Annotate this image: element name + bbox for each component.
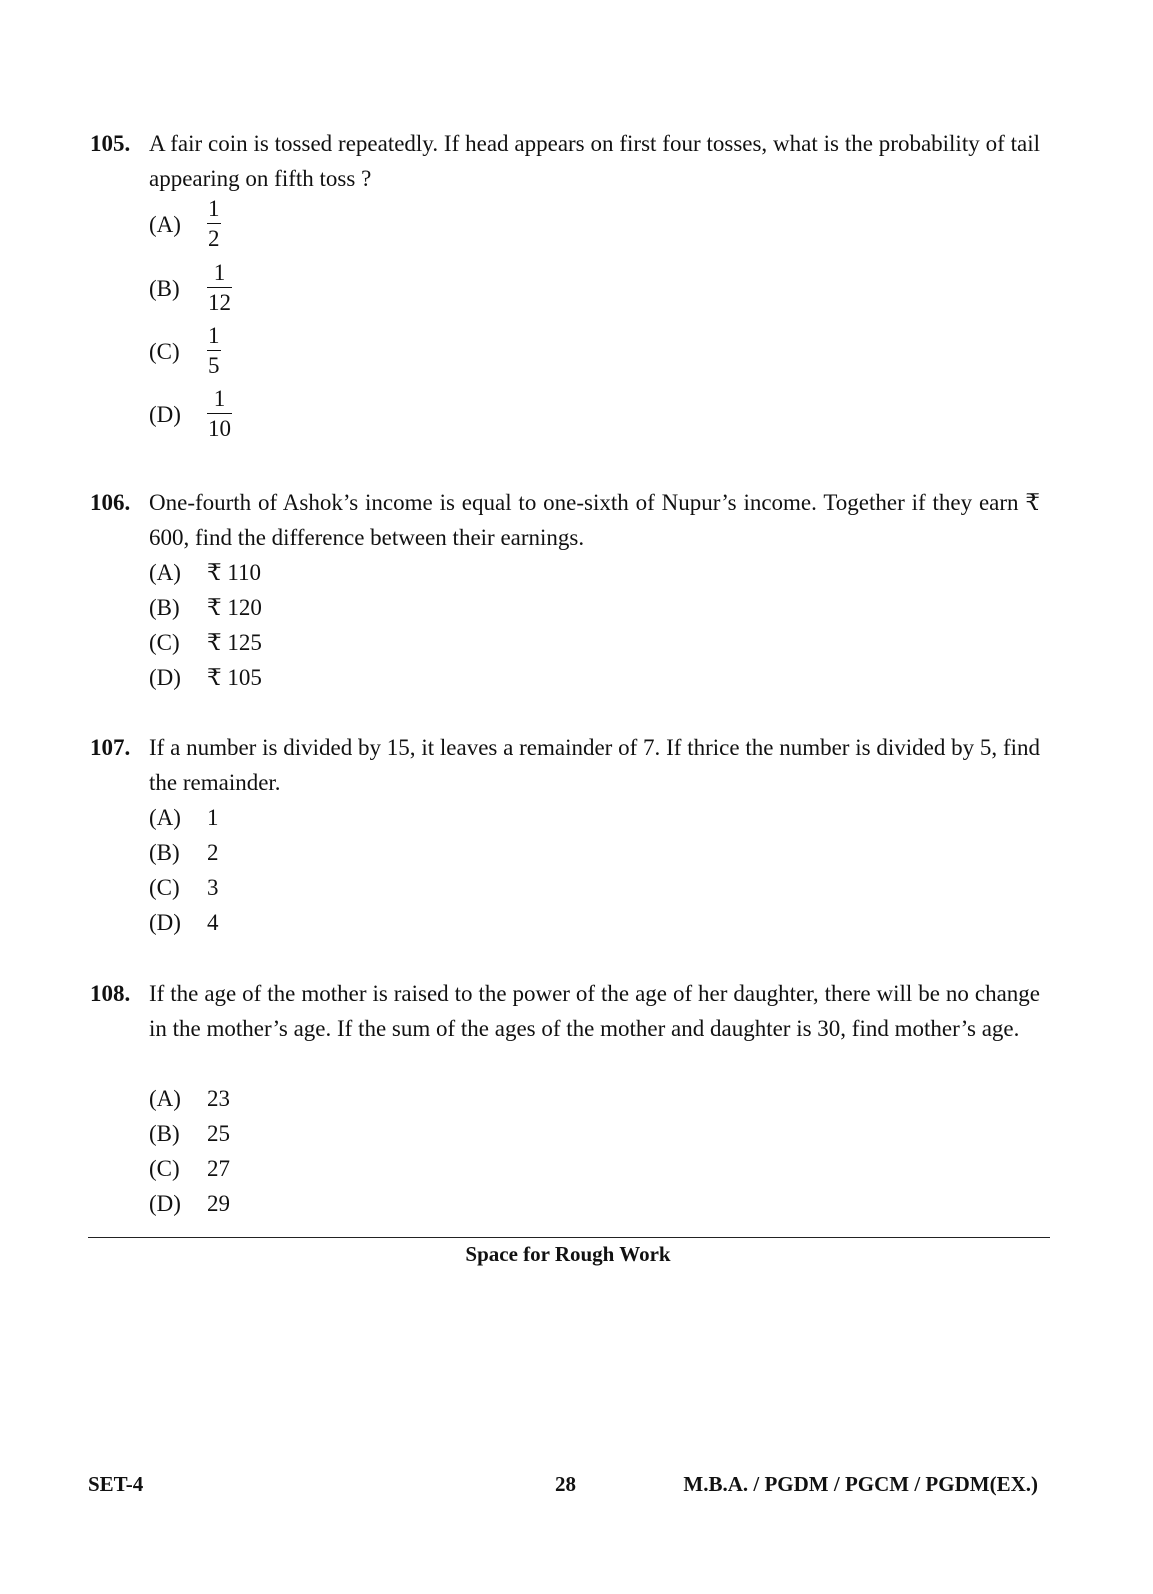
- option-value: 4: [207, 910, 219, 935]
- fraction-numerator: 1: [213, 260, 226, 285]
- option-a: [149, 1081, 230, 1116]
- option-value: ₹ 110: [207, 560, 262, 585]
- fraction-numerator: 1: [208, 196, 220, 221]
- option-a: [149, 555, 261, 590]
- option-label: (C): [149, 630, 180, 655]
- fraction-numerator: 1: [213, 386, 226, 411]
- option-label: (C): [149, 1156, 180, 1181]
- option-label: (A): [149, 805, 181, 830]
- question-text: One-fourth of Ashok’s income is equal to one-sixth of Nupur’s income. Together if they earn ₹ 600, find the difference between their earnings.: [149, 490, 1040, 550]
- footer-set: SET-4: [88, 1472, 144, 1496]
- option-c: [149, 625, 262, 660]
- option-value: 1: [207, 805, 219, 830]
- fraction: [207, 194, 221, 253]
- fraction: [207, 384, 232, 443]
- option-label: (D): [149, 665, 181, 690]
- option-label: (B): [149, 595, 180, 620]
- option-value: ₹ 120: [207, 595, 262, 620]
- option-value: 25: [207, 1121, 230, 1146]
- option-label: (A): [149, 560, 181, 585]
- option-value: 2: [207, 840, 219, 865]
- fraction-denominator: 12: [207, 287, 232, 317]
- option-label: (D): [149, 910, 181, 935]
- option-label: (B): [149, 1121, 180, 1146]
- question-105: [90, 126, 1040, 441]
- fraction-denominator: 2: [207, 223, 221, 253]
- question-107: [90, 730, 1040, 935]
- option-b: [149, 1116, 230, 1151]
- option-d: [149, 660, 262, 695]
- option-value: 27: [207, 1156, 230, 1181]
- fraction: [207, 321, 221, 380]
- question-number: 107.: [90, 735, 131, 760]
- option-value: ₹ 105: [207, 665, 262, 690]
- option-label: (A): [149, 1086, 181, 1111]
- question-108: [90, 976, 1040, 1216]
- option-label: (C): [149, 339, 180, 364]
- option-a: [149, 194, 269, 256]
- option-b: [149, 590, 262, 625]
- option-value: 23: [207, 1086, 230, 1111]
- question-number: 108.: [90, 981, 131, 1006]
- option-c: [149, 1151, 230, 1186]
- option-label: (D): [149, 1191, 181, 1216]
- option-d: [149, 384, 269, 446]
- option-b: [149, 258, 269, 320]
- option-c: [149, 321, 269, 383]
- option-value: 29: [207, 1191, 230, 1216]
- fraction-numerator: 1: [208, 323, 220, 348]
- option-label: (A): [149, 212, 181, 237]
- question-text: If the age of the mother is raised to the power of the age of her daughter, there will be no change in the mother’s age. If the sum of the ages of the mother and daughter is 30, find mother’s age.: [149, 981, 1040, 1041]
- question-text: If a number is divided by 15, it leaves a remainder of 7. If thrice the number is divided by 5, find the remainder.: [149, 735, 1040, 795]
- option-a: [149, 800, 219, 835]
- option-label: (B): [149, 840, 180, 865]
- footer-course: M.B.A. / PGDM / PGCM / PGDM(EX.): [683, 1472, 1038, 1496]
- option-label: (D): [149, 402, 181, 427]
- rough-work-heading: Space for Rough Work: [465, 1242, 671, 1266]
- question-text: A fair coin is tossed repeatedly. If head appears on first four tosses, what is the probability of tail appearing on fifth toss ?: [149, 131, 1040, 191]
- fraction: [207, 258, 232, 317]
- option-c: [149, 870, 219, 905]
- question-106: [90, 485, 1040, 690]
- fraction-denominator: 10: [207, 413, 232, 443]
- option-d: [149, 1186, 230, 1221]
- question-number: 106.: [90, 490, 131, 515]
- option-label: (C): [149, 875, 180, 900]
- option-d: [149, 905, 219, 940]
- fraction-denominator: 5: [207, 350, 221, 380]
- option-value: 3: [207, 875, 219, 900]
- question-number: 105.: [90, 131, 131, 156]
- option-label: (B): [149, 276, 180, 301]
- option-value: ₹ 125: [207, 630, 262, 655]
- footer-page-number: 28: [555, 1472, 576, 1496]
- option-b: [149, 835, 219, 870]
